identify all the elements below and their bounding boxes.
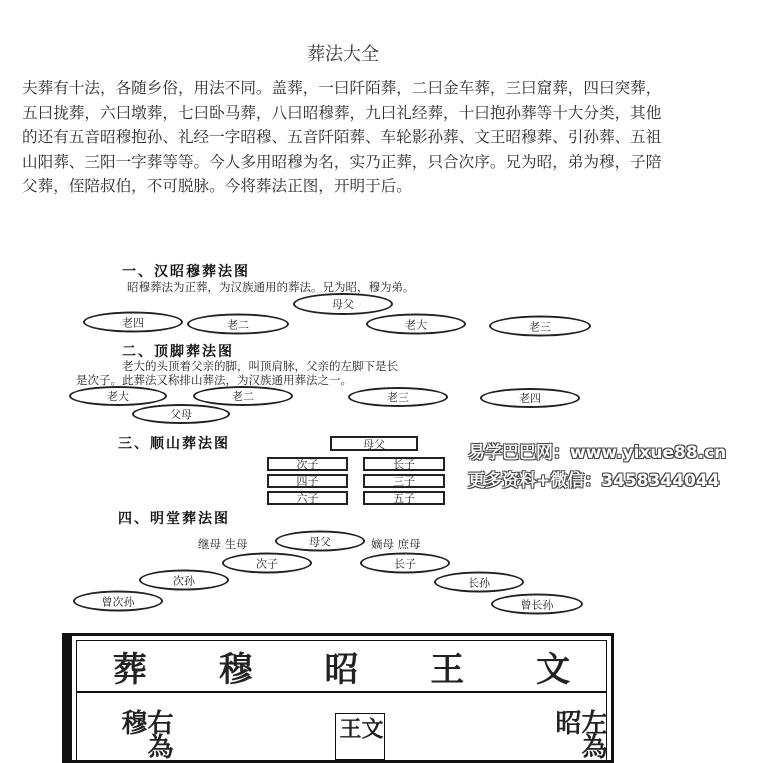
node: 老大 — [366, 314, 466, 335]
intro-paragraph: 夫葬有十法，各随乡俗，用法不同。盖葬，一曰阡陌葬，二曰金车葬，三曰窟葬，四曰突葬，五曰拢葬，六曰墩葬，七曰卧马葬，八曰昭穆葬，九曰礼经葬，十曰抱孙葬等十大分类，其他的还有五音昭穆抱孙、礼经一字昭穆、五音阡陌葬、车轮影孙葬、文王昭穆葬、引孙葬、五祖山阳葬、三阳一字葬等等。今人多用昭穆为名，实乃正葬，只合次序。兄为昭，弟为穆，子陪父葬，侄陪叔伯，不可脱脉。今将葬法正图，开明于后。 — [22, 79, 662, 196]
box-parent: 母父 — [330, 436, 418, 451]
box: 五子 — [363, 491, 445, 505]
section-3-heading: 三、顺山葬法图 — [118, 436, 230, 452]
box: 六子 — [267, 491, 348, 505]
section-2-heading: 二、顶脚葬法图 — [122, 344, 234, 360]
node: 次子 — [222, 553, 312, 574]
node: 老三 — [348, 387, 448, 407]
node: 次孙 — [139, 570, 229, 591]
header-char: 葬 — [112, 649, 147, 690]
mothers-left: 继母 生母 — [198, 537, 248, 551]
header-char: 昭 — [324, 649, 359, 690]
node-parent: 父母 — [132, 404, 230, 424]
node: 曾长孙 — [491, 594, 583, 615]
box: 三子 — [363, 474, 445, 488]
section-4-heading: 四、明堂葬法图 — [118, 511, 230, 527]
node-parent: 母父 — [275, 531, 365, 552]
right-column-label: 右為穆 — [117, 709, 173, 757]
box: 长子 — [363, 457, 445, 471]
node: 长子 — [360, 553, 450, 574]
header-char: 穆 — [218, 649, 253, 690]
section-1-heading: 一、汉昭穆葬法图 — [122, 264, 250, 280]
node: 老四 — [83, 312, 183, 333]
box: 四子 — [267, 474, 348, 488]
wenwang-zhaomu-table — [62, 633, 614, 763]
header-char: 王 — [430, 649, 465, 690]
section-2-desc: 老大的头顶着父亲的脚，叫顶肩脉，父亲的左脚下是长 — [122, 359, 398, 373]
node: 长孙 — [434, 572, 524, 593]
center-label: 文王 — [335, 713, 385, 760]
left-column-label: 左為昭 — [551, 709, 607, 757]
node-parent: 母父 — [293, 293, 393, 315]
box: 次子 — [267, 457, 348, 471]
page-title: 葬法大全 — [307, 44, 379, 65]
node: 老大 — [69, 386, 167, 406]
section-1-desc: 昭穆葬法为正葬，为汉族通用的葬法。兄为昭，穆为弟。 — [127, 280, 415, 294]
watermark-line-1: 易学巴巴网：www.yixue88.cn — [468, 443, 727, 463]
node: 老二 — [187, 314, 289, 335]
mothers-right: 嫡母 庶母 — [371, 537, 421, 551]
node: 老二 — [193, 386, 293, 406]
table-header — [77, 641, 606, 693]
node: 老三 — [489, 316, 591, 337]
node: 曾次孙 — [73, 591, 163, 612]
section-2-desc: 是次子。此葬法又称排山葬法，为汉族通用葬法之一。 — [76, 373, 352, 387]
watermark-line-2: 更多资料+微信：3458344044 — [468, 471, 720, 491]
node: 老四 — [480, 388, 580, 408]
header-char: 文 — [536, 649, 571, 690]
